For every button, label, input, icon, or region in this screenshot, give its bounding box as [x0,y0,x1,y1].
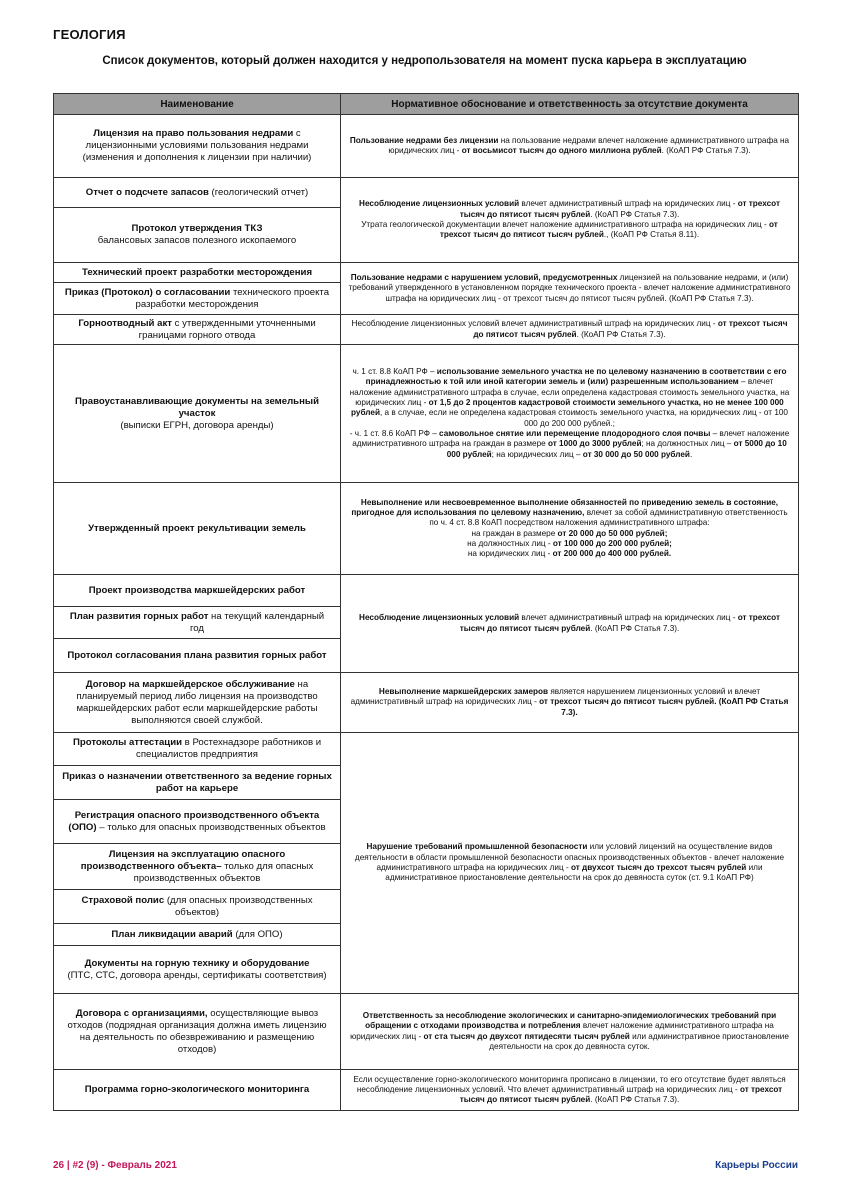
document-name: Отчет о подсчете запасов (геологический отчет) [54,178,341,208]
document-name: Договор на маркшейдерское обслуживание на планируемый период либо лицензия на производство маркшейдерских работ если маркшейдерские работы выполняются своей службой. [54,673,341,733]
document-name: Утвержденный проект рекультивации земель [54,483,341,575]
document-basis: Пользование недрами с нарушением условий, предусмотренных лицензией на пользование недрами, и (или) требований утвержденного в установленном порядке технического проекта - влечет наложение административного штрафа на юридических лиц - от трехсот тысяч до пятисот тысяч рублей. (КоАП РФ Статья 7.3). [341,263,799,315]
document-basis: Если осуществление горно-экологического мониторинга прописано в лицензии, то его отсутствие будет являться несоблюдение лицензионных условий. Что влечет административный штраф на юридических лиц - от трехсот тысяч до пятисот тысяч рублей. (КоАП РФ Статья 7.3). [341,1070,799,1111]
document-name: Проект производства маркшейдерских работ [54,575,341,607]
document-name: Протокол утверждения ТКЗ балансовых запасов полезного ископаемого [54,208,341,263]
document-basis: Невыполнение маркшейдерских замеров является нарушением лицензионных условий и влечет административный штраф на юридических лиц - от трехсот тысяч до пятисот тысяч рублей. (КоАП РФ Статья 7.3). [341,673,799,733]
document-name: Технический проект разработки месторождения [54,263,341,283]
document-basis: Пользование недрами без лицензии на пользование недрами влечет наложение административного штрафа на юридических лиц - от восьмисот тысяч до одного миллиона рублей. (КоАП РФ Статья 7.3). [341,115,799,178]
table-row [54,994,799,1070]
section-heading: ГЕОЛОГИЯ [53,27,126,42]
page-number-issue: 26 | #2 (9) - Февраль 2021 [53,1160,177,1171]
document-name: Регистрация опасного производственного объекта (ОПО) – только для опасных производственных объектов [54,800,341,844]
table-row [54,263,799,283]
document-basis: Несоблюдение лицензионных условий влечет административный штраф на юридических лиц - от трехсот тысяч до пятисот тысяч рублей. (КоАП РФ Статья 7.3). [341,575,799,673]
document-name: Приказ о назначении ответственного за ведение горных работ на карьере [54,766,341,800]
document-name: Правоустанавливающие документы на земельный участок (выписки ЕГРН, договора аренды) [54,345,341,483]
document-basis: Нарушение требований промышленной безопасности или условий лицензий на осуществление видов деятельности в области промышленной безопасности опасных производственных объектов - влечет наложение административного штрафа на юридических лиц - от двухсот тысяч до трехсот тысяч рублей или административное приостановление деятельности на срок до девяноста суток (ст. 9.1 КоАП РФ) [341,733,799,994]
document-name: Страховой полис (для опасных производственных объектов) [54,890,341,924]
document-name: Горноотводный акт с утвержденными уточненными границами горного отвода [54,315,341,345]
document-name: План ликвидации аварий (для ОПО) [54,924,341,946]
table-row [54,345,799,483]
document-name: Протокол согласования плана развития горных работ [54,639,341,673]
table-row [54,115,799,178]
table-row [54,1070,799,1111]
document-basis: Несоблюдение лицензионных условий влечет административный штраф на юридических лиц - от трехсот тысяч до пятисот тысяч рублей. (КоАП РФ Статья 7.3). Утрата геологической документации влечет наложение административного штрафа на юридических лиц - от трехсот тысяч до пятисот тысяч рублей., (КоАП РФ Статья 8.11). [341,178,799,263]
table-header-row [54,94,799,115]
document-name: План развития горных работ на текущий календарный год [54,607,341,639]
document-name: Программа горно-экологического мониторинга [54,1070,341,1111]
document-basis: Невыполнение или несвоевременное выполнение обязанностей по приведению земель в состояние, пригодное для использования по целевому назначению, влечет за собой административную ответственность по ч. 4 ст. 8.8 КоАП посредством наложения административного штрафа: на граждан в размере от 20 000 до 50 000 рублей; на должностных лиц - от 100 000 до 200 000 рублей; на юридических лиц - от 200 000 до 400 000 рублей. [341,483,799,575]
table-row [54,733,799,766]
document-name: Договора с организациями, осуществляющие вывоз отходов (подрядная организация должна иметь лицензию на деятельность по обезвреживанию и размещению отходов) [54,994,341,1070]
column-header-basis: Нормативное обоснование и ответственность за отсутствие документа [341,94,799,115]
column-header-name: Наименование [54,94,341,115]
documents-table [53,93,799,1111]
document-name: Приказ (Протокол) о согласовании технического проекта разработки месторождения [54,283,341,315]
table-row [54,575,799,607]
table-row [54,673,799,733]
table-row [54,483,799,575]
document-basis: Несоблюдение лицензионных условий влечет административный штраф на юридических лиц - от трехсот тысяч до пятисот тысяч рублей. (КоАП РФ Статья 7.3). [341,315,799,345]
magazine-name: Карьеры России [715,1160,798,1171]
table-row [54,315,799,345]
document-basis: Ответственность за несоблюдение экологических и санитарно-эпидемиологических требований при обращении с отходами производства и потребления влечет наложение административного штрафа на юридических лиц - от ста тысяч до двухсот пятидесяти тысяч рублей или административное приостановление деятельности на срок до девяноста суток. [341,994,799,1070]
document-basis: ч. 1 ст. 8.8 КоАП РФ – использование земельного участка не по целевому назначению в соответствии с его принадлежностью к той или иной категории земель и (или) разрешенным использованием – влечет наложение административного штрафа в случае, если определена кадастровая стоимость земельного участка, на юридических лиц - от 1,5 до 2 процентов кадастровой стоимости земельного участка, но не менее 100 000 рублей, а в случае, если не определена кадастровая стоимость земельного участка, на юридических лиц - от 100 000 до 200 000 рублей.; - ч. 1 ст. 8.6 КоАП РФ – самовольное снятие или перемещение плодородного слоя почвы – влечет наложение административного штрафа на граждан в размере от 1000 до 3000 рублей; на должностных лиц – от 5000 до 10 000 рублей; на юридических лиц – от 30 000 до 50 000 рублей. [341,345,799,483]
document-name: Документы на горную технику и оборудование (ПТС, СТС, договора аренды, сертификаты соответствия) [54,946,341,994]
page-title: Список документов, который должен находится у недропользователя на момент пуска карьера в эксплуатацию [102,55,747,67]
document-name: Лицензия на право пользования недрами с лицензионными условиями пользования недрами (изменения и дополнения к лицензии при наличии) [54,115,341,178]
table-row [54,178,799,208]
document-name: Протоколы аттестации в Ростехнадзоре работников и специалистов предприятия [54,733,341,766]
document-name: Лицензия на эксплуатацию опасного производственного объекта– только для опасных производственных объектов [54,844,341,890]
